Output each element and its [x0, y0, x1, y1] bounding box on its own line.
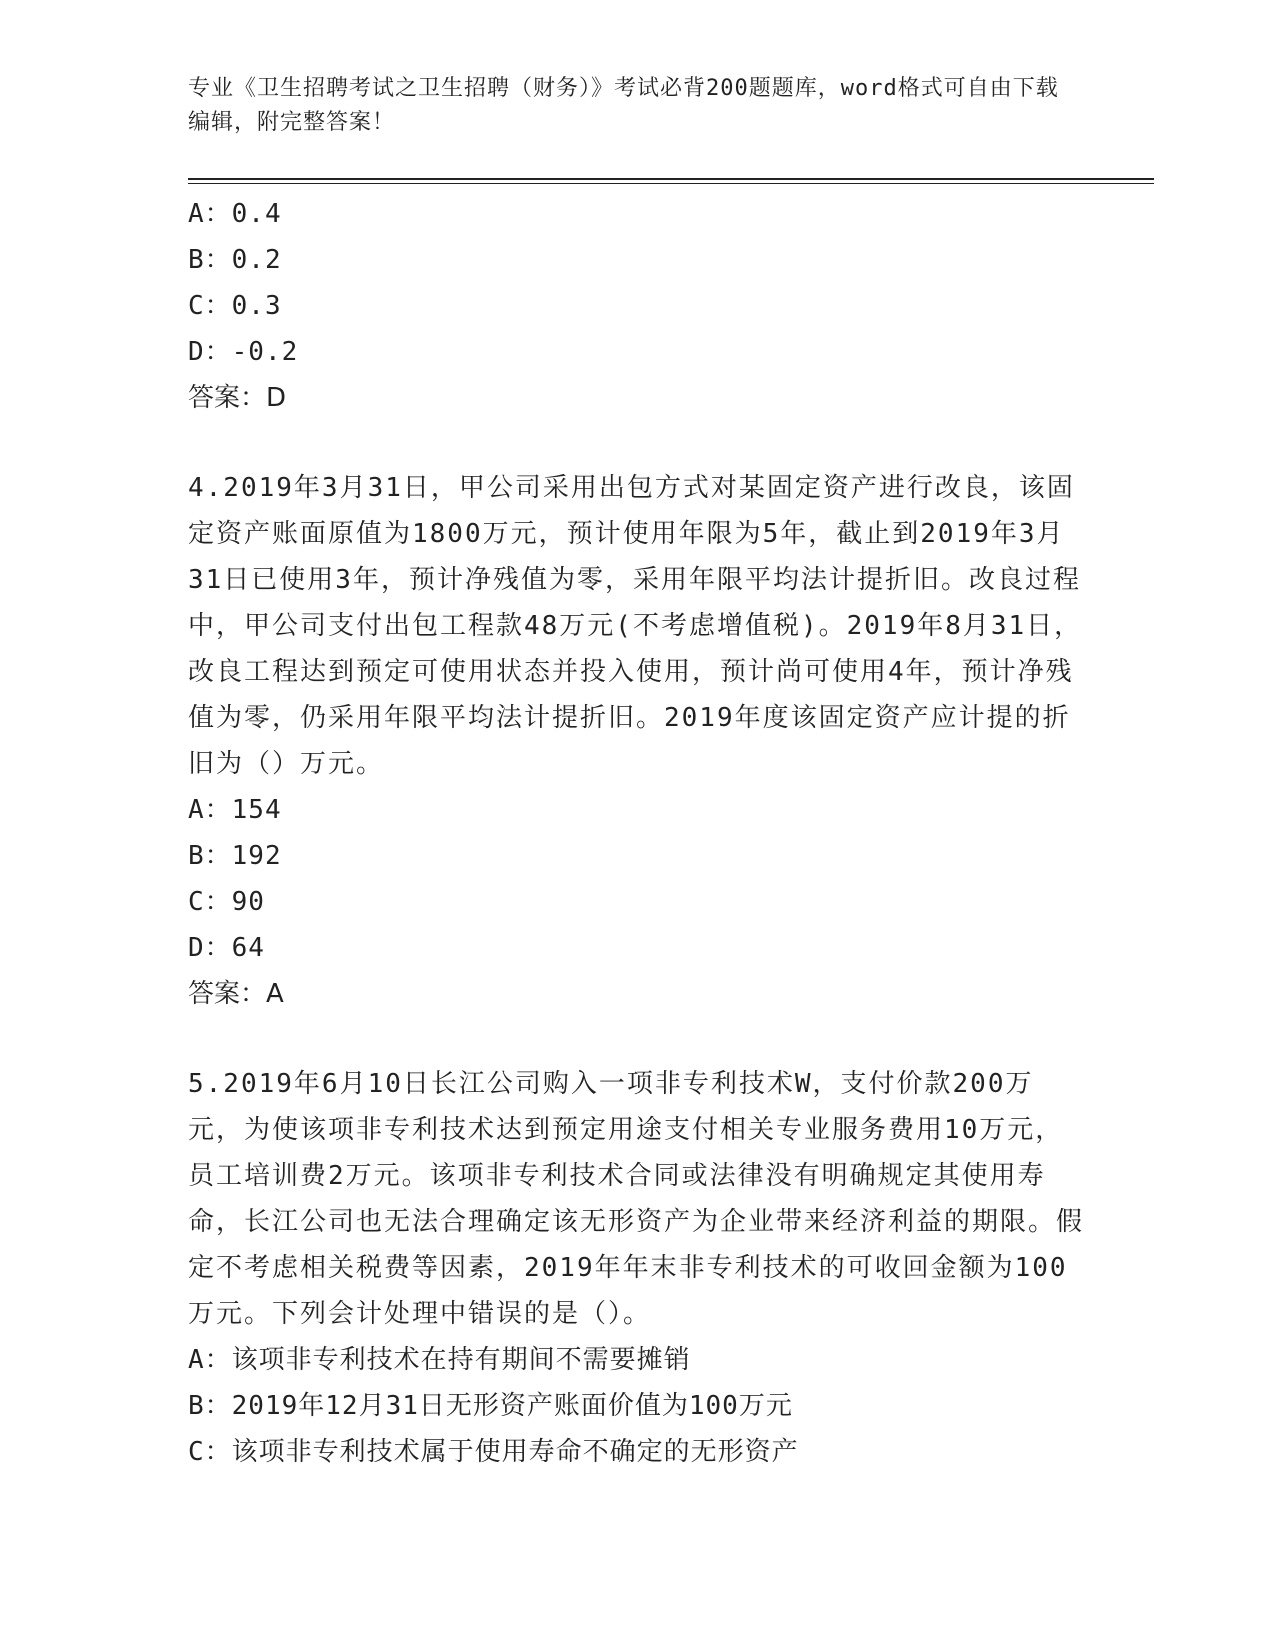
question-content: [188, 191, 1088, 1475]
q3-option-d: D：-0.2: [188, 337, 299, 367]
q4-option-c: C：90: [188, 887, 265, 917]
q3-answer: 答案：D: [188, 383, 287, 413]
q4-answer: 答案：A: [188, 979, 284, 1009]
q3-option-b: B：0.2: [188, 245, 282, 275]
q5-text: 5.2019年6月10日长江公司购入一项非专利技术W，支付价款200万元，为使该项非专利技术达到预定用途支付相关专业服务费用10万元，员工培训费2万元。该项非专利技术合同或法律没有明确规定其使用寿命，长江公司也无法合理确定该无形资产为企业带来经济利益的期限。假定不考虑相关税费等因素，2019年年末非专利技术的可收回金额为100万元。下列会计处理中错误的是（）。: [188, 1069, 1085, 1329]
q5-option-c: C：该项非专利技术属于使用寿命不确定的无形资产: [188, 1437, 799, 1467]
q4-option-b: B：192: [188, 841, 282, 871]
document-header: 专业《卫生招聘考试之卫生招聘（财务）》考试必背200题题库，word格式可自由下载编辑，附完整答案！: [188, 76, 1059, 135]
header-rule-thin: [188, 183, 1154, 184]
q4-option-d: D：64: [188, 933, 265, 963]
q5-option-b: B：2019年12月31日无形资产账面价值为100万元: [188, 1391, 793, 1421]
spacer: [188, 1017, 1088, 1061]
header-rule-thick: [188, 178, 1154, 180]
q3-option-a: A：0.4: [188, 199, 282, 229]
q4-option-a: A：154: [188, 795, 282, 825]
spacer: [188, 421, 1088, 465]
q3-option-c: C：0.3: [188, 291, 282, 321]
question-4-block: [188, 465, 1088, 1017]
q5-option-a: A：该项非专利技术在持有期间不需要摊销: [188, 1345, 691, 1375]
question-3-block: [188, 191, 1088, 421]
question-5-block: [188, 1061, 1088, 1475]
q4-text: 4.2019年3月31日，甲公司采用出包方式对某固定资产进行改良，该固定资产账面原值为1800万元，预计使用年限为5年，截止到2019年3月31日已使用3年，预计净残值为零，采用年限平均法计提折旧。改良过程中，甲公司支付出包工程款48万元(不考虑增值税)。2019年8月31日，改良工程达到预定可使用状态并投入使用，预计尚可使用4年，预计净残值为零，仍采用年限平均法计提折旧。2019年度该固定资产应计提的折旧为（）万元。: [188, 473, 1083, 779]
